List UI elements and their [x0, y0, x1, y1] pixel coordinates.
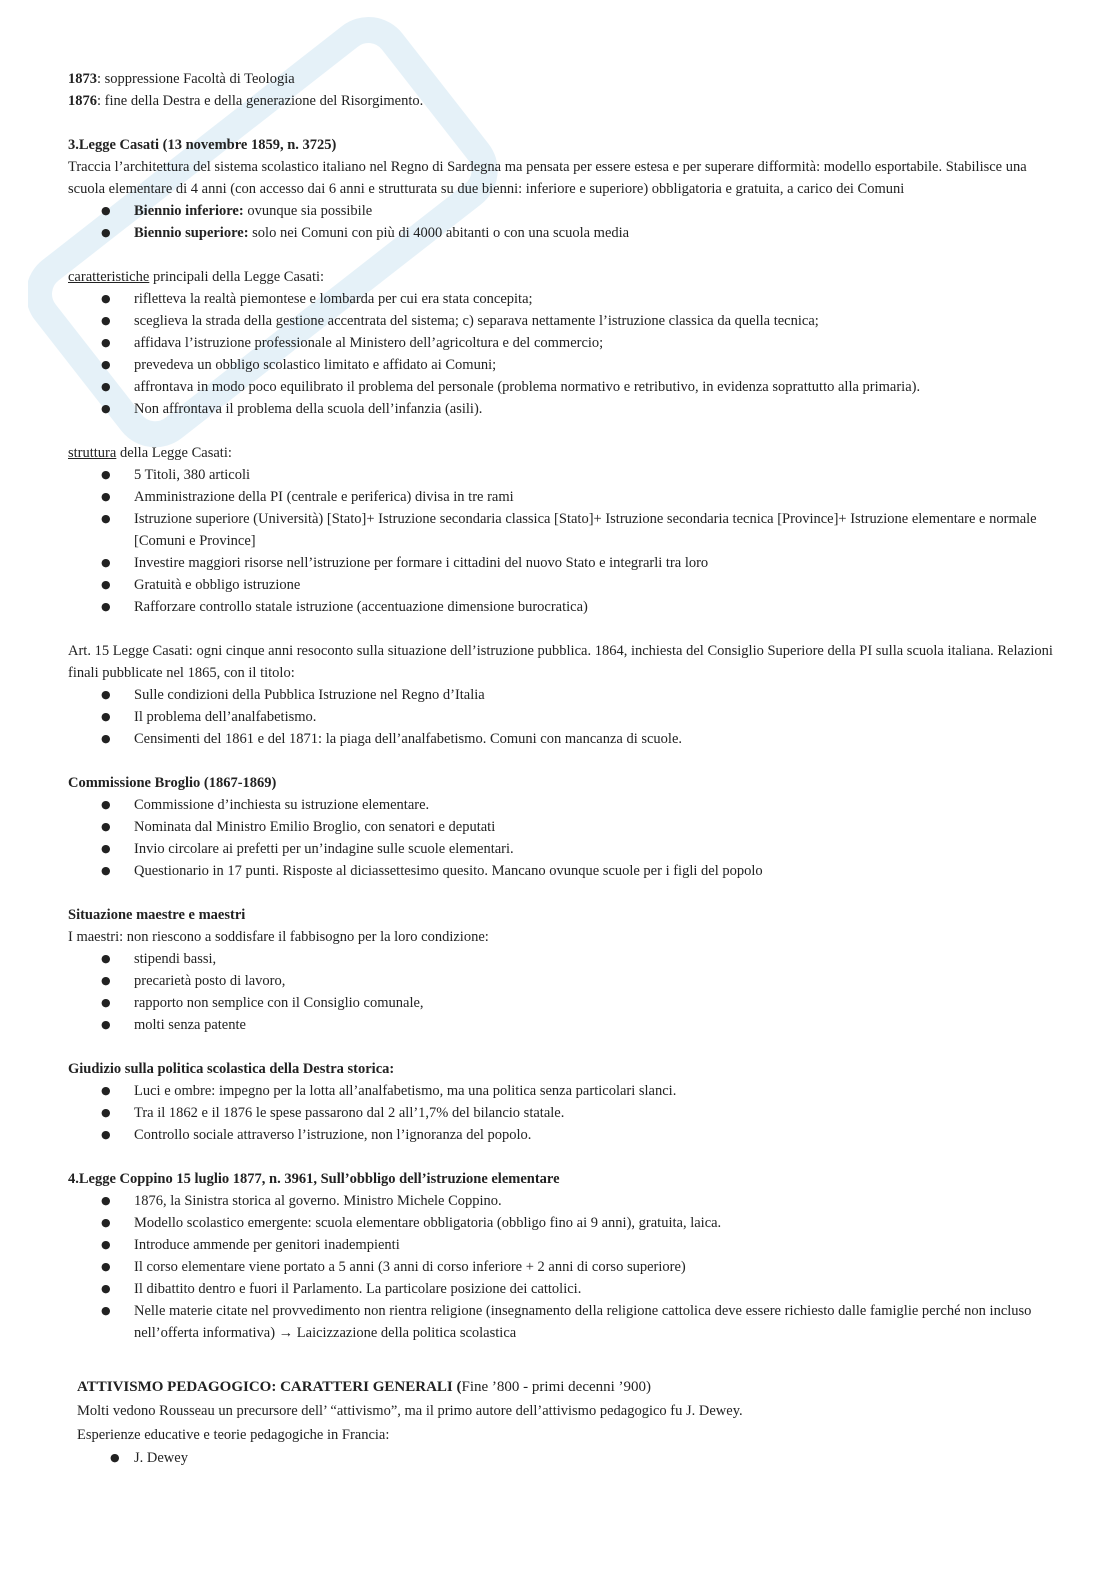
list-item: ● Invio circolare ai prefetti per un’indagine sulle scuole elementari. — [68, 838, 1053, 860]
caratteristiche-label: caratteristiche principali della Legge Casati: — [68, 269, 325, 285]
list-item: ● 1876, la Sinistra storica al governo. Ministro Michele Coppino. — [68, 1190, 1053, 1212]
bienni-list — [68, 200, 1053, 244]
coppino-list — [68, 1190, 1053, 1344]
attivismo-paragraph-2: Esperienze educative e teorie pedagogiche in Francia: — [77, 1427, 390, 1443]
list-item: ● Sulle condizioni della Pubblica Istruzione nel Regno d’Italia — [68, 684, 1053, 706]
maestri-heading: Situazione maestre e maestri — [68, 907, 246, 923]
list-item: ● Il problema dell’analfabetismo. — [68, 706, 1053, 728]
list-item: ● Biennio inferiore: ovunque sia possibile — [68, 200, 1053, 222]
list-item: ● sceglieva la strada della gestione accentrata del sistema; c) separava nettamente l’istruzione classica da quella tecnica; — [68, 310, 1053, 332]
attivismo-heading: ATTIVISMO PEDAGOGICO: CARATTERI GENERALI (Fine ’800 - primi decenni ’900) — [77, 1379, 652, 1395]
list-item: ● Modello scolastico emergente: scuola elementare obbligatoria (obbligo fino ai 9 anni), gratuita, laica. — [68, 1212, 1053, 1234]
list-item: ● Gratuità e obbligo istruzione — [68, 574, 1053, 596]
list-item: ● Commissione d’inchiesta su istruzione elementare. — [68, 794, 1053, 816]
list-item: ● Rafforzare controllo statale istruzione (accentuazione dimensione burocratica) — [68, 596, 1053, 618]
caratteristiche-list — [68, 288, 1053, 420]
struttura-label: struttura della Legge Casati: — [68, 445, 232, 461]
list-item: ● Il dibattito dentro e fuori il Parlamento. La particolare posizione dei cattolici. — [68, 1278, 1053, 1300]
list-item: ● rifletteva la realtà piemontese e lombarda per cui era stata concepita; — [68, 288, 1053, 310]
broglio-list — [68, 794, 1053, 882]
list-item: ● Non affrontava il problema della scuola dell’infanzia (asili). — [68, 398, 1053, 420]
list-item: ● rapporto non semplice con il Consiglio comunale, — [68, 992, 1053, 1014]
giudizio-list — [68, 1080, 1053, 1146]
maestri-list — [68, 948, 1053, 1036]
casati-heading: 3.Legge Casati (13 novembre 1859, n. 3725) — [68, 137, 337, 153]
list-item: ● Amministrazione della PI (centrale e periferica) divisa in tre rami — [68, 486, 1053, 508]
giudizio-heading: Giudizio sulla politica scolastica della Destra storica: — [68, 1061, 395, 1077]
list-item: ● prevedeva un obbligo scolastico limitato e affidato ai Comuni; — [68, 354, 1053, 376]
attivismo-section — [77, 1376, 1053, 1469]
intro-line-1873: 1873: soppressione Facoltà di Teologia — [68, 71, 295, 87]
list-item: ● precarietà posto di lavoro, — [68, 970, 1053, 992]
attivismo-paragraph-1: Molti vedono Rousseau un precursore dell’ “attivismo”, ma il primo autore dell’attivismo pedagogico fu J. Dewey. — [77, 1403, 743, 1419]
list-item: ● Biennio superiore: solo nei Comuni con più di 4000 abitanti o con una scuola media — [68, 222, 1053, 244]
list-item: ● affrontava in modo poco equilibrato il problema del personale (problema normativo e retributivo, in evidenza soprattutto alla primaria). — [68, 376, 1053, 398]
list-item: ● Censimenti del 1861 e del 1871: la piaga dell’analfabetismo. Comuni con mancanza di scuole. — [68, 728, 1053, 750]
list-item: ● Controllo sociale attraverso l’istruzione, non l’ignoranza del popolo. — [68, 1124, 1053, 1146]
list-item: ● Questionario in 17 punti. Risposte al diciassettesimo quesito. Mancano ovunque scuole per i figli del popolo — [68, 860, 1053, 882]
list-item: ● 5 Titoli, 380 articoli — [68, 464, 1053, 486]
list-item: ● Tra il 1862 e il 1876 le spese passarono dal 2 all’1,7% del bilancio statale. — [68, 1102, 1053, 1124]
coppino-heading: 4.Legge Coppino 15 luglio 1877, n. 3961, Sull’obbligo dell’istruzione elementare — [68, 1171, 560, 1187]
art15-paragraph: Art. 15 Legge Casati: ogni cinque anni resoconto sulla situazione dell’istruzione pubblica. 1864, inchiesta del Consiglio Superiore della PI sulla scuola italiana. Relazioni finali pubblicate nel 1865, con il titolo: — [68, 643, 1053, 681]
list-item: ● molti senza patente — [68, 1014, 1053, 1036]
list-item: ● affidava l’istruzione professionale al Ministero dell’agricoltura e del commercio; — [68, 332, 1053, 354]
list-item: ● Investire maggiori risorse nell’istruzione per formare i cittadini del nuovo Stato e integrarli tra loro — [68, 552, 1053, 574]
list-item: ● stipendi bassi, — [68, 948, 1053, 970]
art15-list — [68, 684, 1053, 750]
list-item: ● Introduce ammende per genitori inadempienti — [68, 1234, 1053, 1256]
intro-line-1876: 1876: fine della Destra e della generazione del Risorgimento. — [68, 93, 424, 109]
list-item: ● Istruzione superiore (Università) [Stato]+ Istruzione secondaria classica [Stato]+ Istruzione secondaria tecnica [Province]+ Istruzione elementare e normale [Comuni e Province] — [68, 508, 1053, 552]
list-item: ● Nominata dal Ministro Emilio Broglio, con senatori e deputati — [68, 816, 1053, 838]
list-item: ● J. Dewey — [77, 1447, 1053, 1469]
struttura-list — [68, 464, 1053, 618]
casati-paragraph: Traccia l’architettura del sistema scolastico italiano nel Regno di Sardegna ma pensata per essere estesa e per superare difformità: modello esportabile. Stabilisce una scuola elementare di 4 anni (con accesso dai 6 anni e strutturata su due bienni: inferiore e superiore) obbligatoria e gratuita, a carico dei Comuni — [68, 159, 1027, 197]
document-page — [68, 68, 1053, 1469]
list-item: ● Il corso elementare viene portato a 5 anni (3 anni di corso inferiore + 2 anni di corso superiore) — [68, 1256, 1053, 1278]
list-item: ● Luci e ombre: impegno per la lotta all’analfabetismo, ma una politica senza particolari slanci. — [68, 1080, 1053, 1102]
list-item: ● Nelle materie citate nel provvedimento non rientra religione (insegnamento della religione cattolica deve essere richiesto dalle famiglie perché non incluso nell’offerta informativa) → Laicizzazione della politica scolastica — [68, 1300, 1053, 1344]
attivismo-list — [77, 1447, 1053, 1469]
maestri-intro: I maestri: non riescono a soddisfare il fabbisogno per la loro condizione: — [68, 929, 489, 945]
broglio-heading: Commissione Broglio (1867-1869) — [68, 775, 277, 791]
